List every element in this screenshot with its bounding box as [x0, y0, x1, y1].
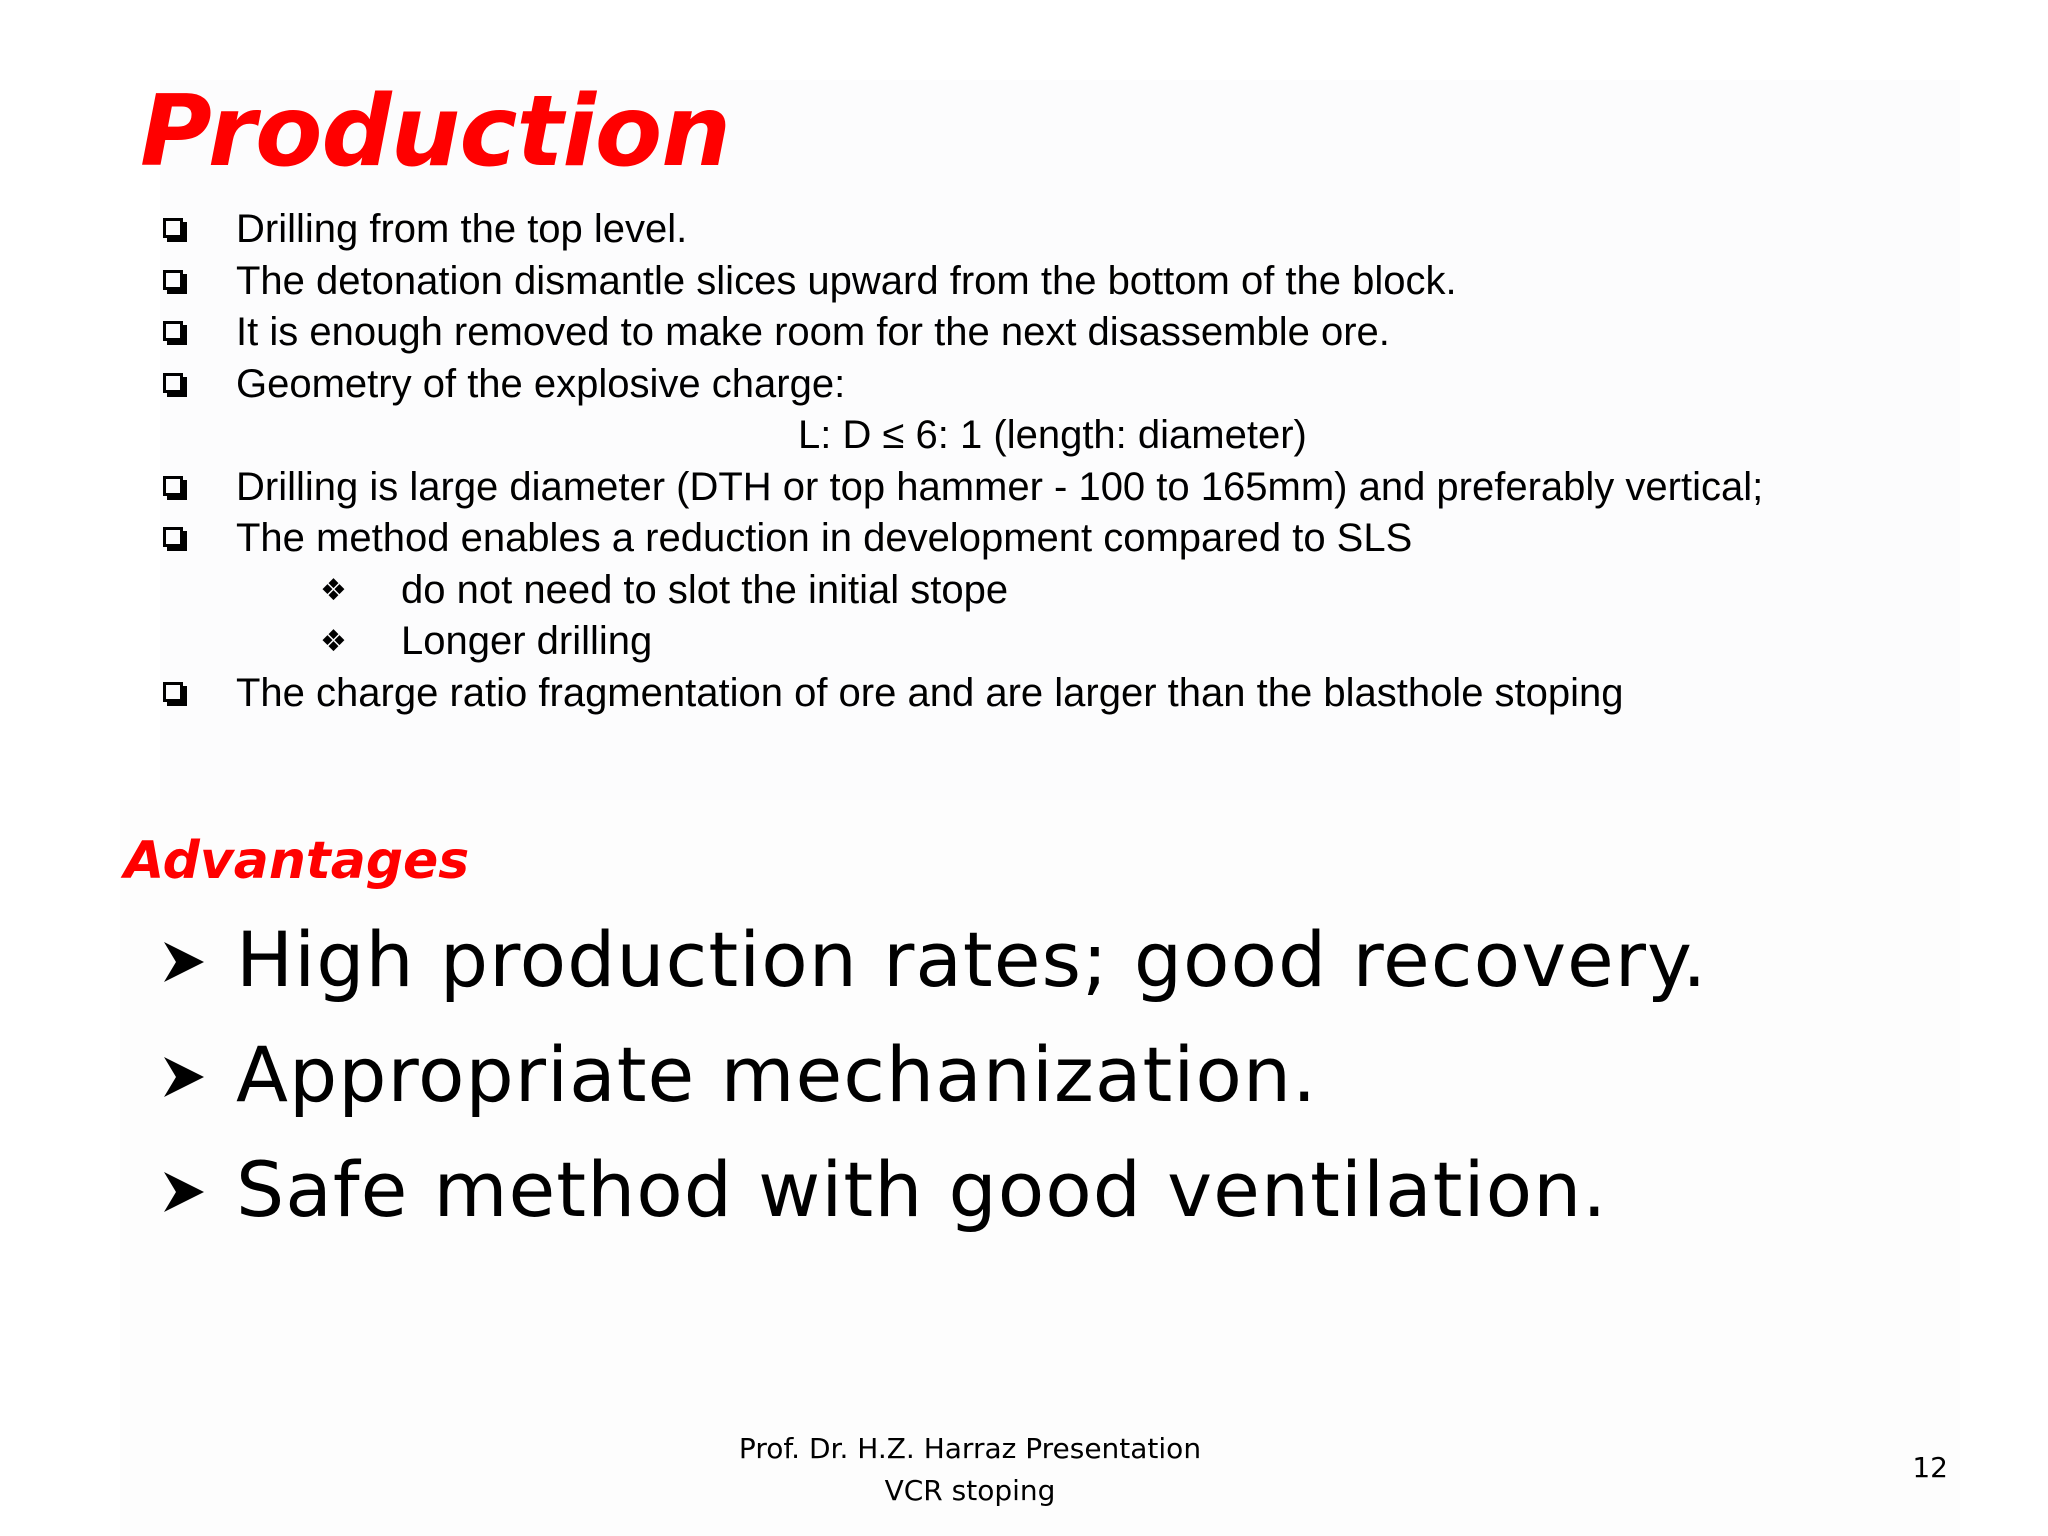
bullet-text: It is enough removed to make room for the next disassemble ore.	[236, 310, 1390, 354]
arrowhead-icon	[160, 1053, 208, 1101]
square-checkbox-icon	[163, 527, 183, 547]
sub-bullet-text: do not need to slot the initial stope	[401, 567, 1009, 612]
bullet-text: The charge ratio fragmentation of ore and are larger than the blasthole stoping	[236, 670, 1624, 715]
four-diamond-icon: ❖	[320, 572, 347, 608]
advantage-text: Appropriate mechanization.	[236, 1030, 1318, 1119]
square-checkbox-icon	[163, 373, 183, 393]
slide-title: Production	[140, 75, 731, 189]
bullet-text: The detonation dismantle slices upward from the bottom of the block.	[236, 258, 1457, 303]
bullet-text: Drilling from the top level.	[236, 207, 688, 251]
square-checkbox-icon	[163, 270, 183, 290]
bullet-text: Drilling is large diameter (DTH or top hammer - 100 to 165mm) and preferably vertical;	[236, 464, 1764, 509]
square-checkbox-icon	[163, 682, 183, 702]
arrowhead-icon	[160, 938, 208, 986]
arrowhead-icon	[160, 1168, 208, 1216]
four-diamond-icon: ❖	[320, 624, 347, 659]
footer-presenter: Prof. Dr. H.Z. Harraz Presentation	[738, 1432, 1202, 1465]
square-checkbox-icon	[163, 218, 183, 238]
formula-text: L: D ≤ 6: 1 (length: diameter)	[798, 413, 1307, 457]
bullet-text: The method enables a reduction in development compared to SLS	[236, 516, 1413, 560]
square-checkbox-icon	[163, 321, 183, 341]
advantages-heading: Advantages	[124, 831, 470, 891]
square-checkbox-icon	[163, 476, 183, 496]
sub-bullet-text: Longer drilling	[401, 619, 653, 663]
advantage-text: Safe method with good ventilation.	[236, 1145, 1608, 1234]
slide-footer	[720, 1428, 1220, 1512]
page-number: 12	[1912, 1451, 1948, 1484]
bullet-text: Geometry of the explosive charge:	[236, 361, 846, 406]
advantage-text: High production rates; good recovery.	[236, 915, 1708, 1004]
footer-topic: VCR stoping	[884, 1474, 1056, 1507]
